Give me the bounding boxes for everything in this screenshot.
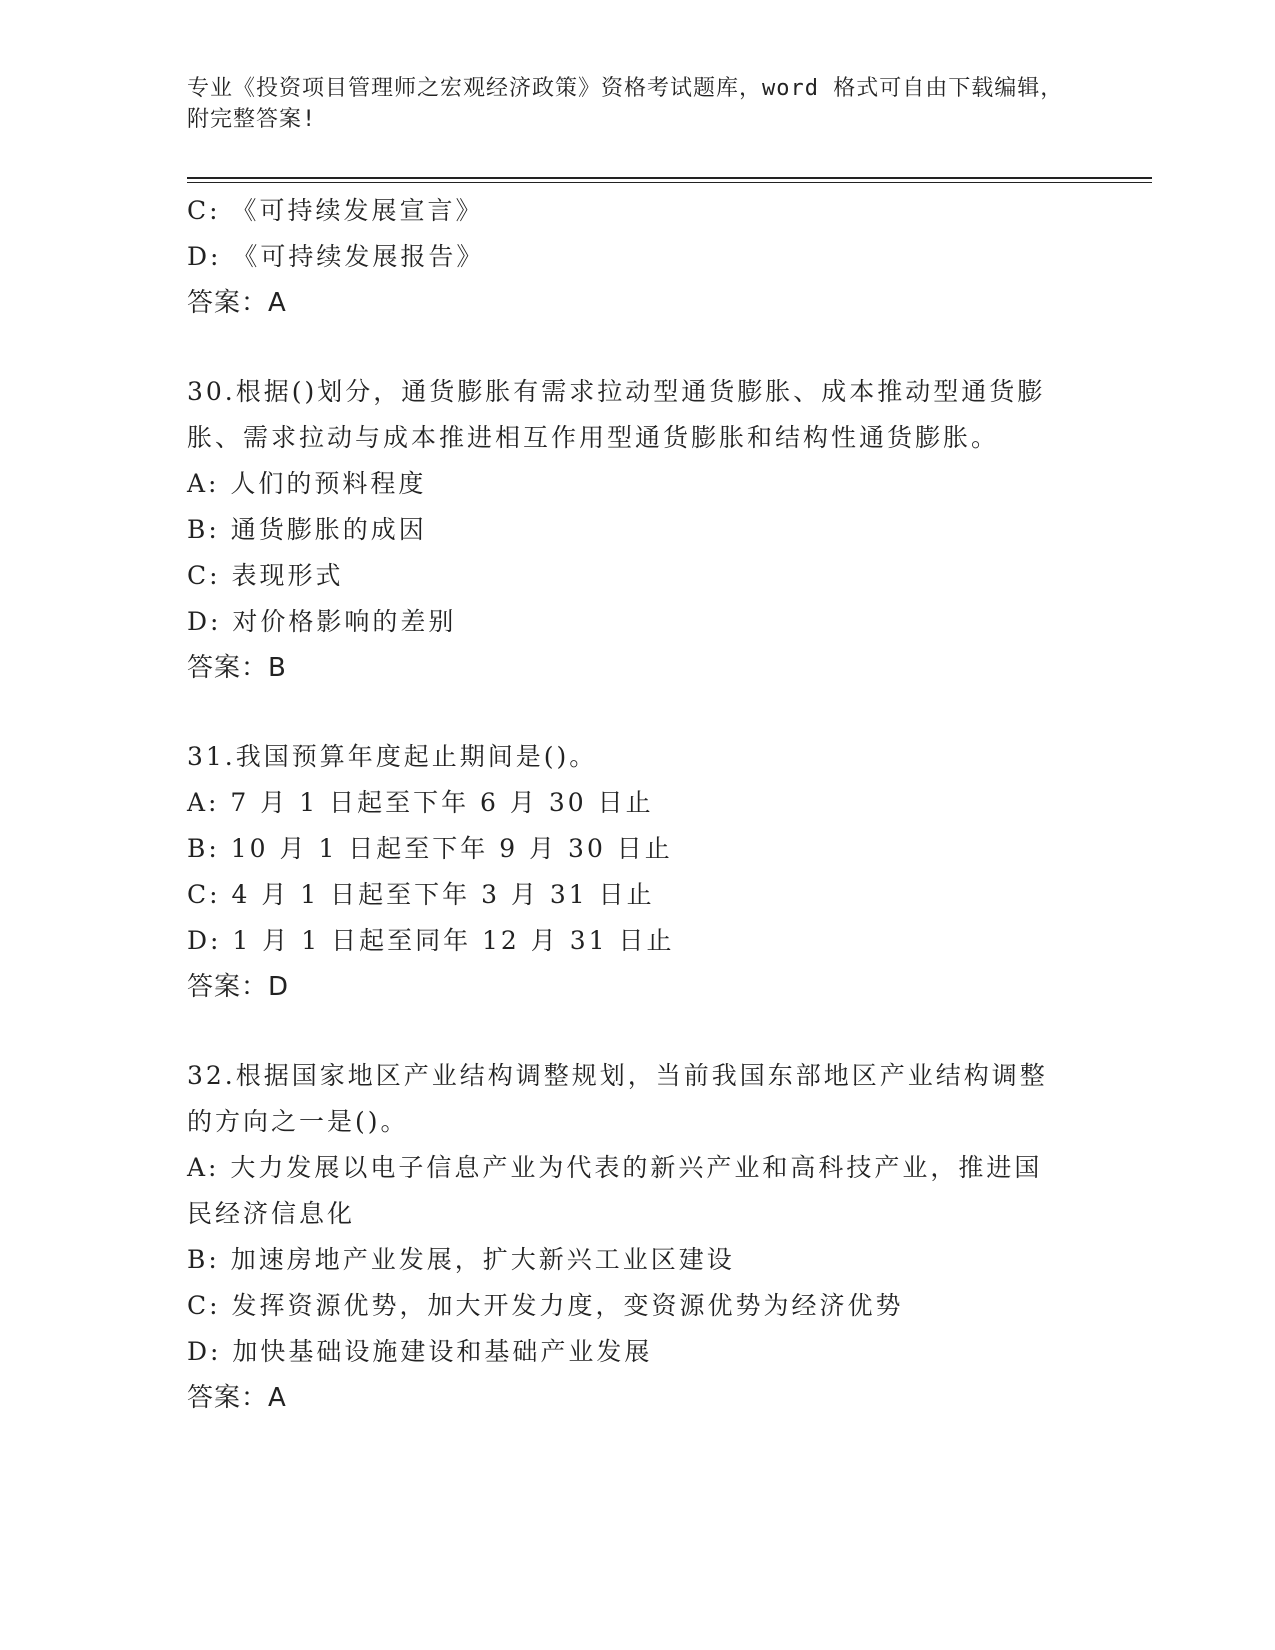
option-a: A: 大力发展以电子信息产业为代表的新兴产业和高科技产业，推进国 — [187, 1153, 1043, 1182]
option-d: D: 加快基础设施建设和基础产业发展 — [187, 1337, 653, 1366]
question-stem: 31.我国预算年度起止期间是()。 — [187, 742, 598, 771]
question-stem: 胀、需求拉动与成本推进相互作用型通货膨胀和结构性通货膨胀。 — [187, 423, 1000, 452]
option-a-continued: 民经济信息化 — [187, 1199, 356, 1228]
document-header: 专业《投资项目管理师之宏观经济政策》资格考试题库，word 格式可自由下载编辑，附完整答案! — [187, 76, 1064, 132]
question-30 — [187, 369, 1087, 691]
option-c: C: 4 月 1 日起至下年 3 月 31 日止 — [187, 880, 655, 909]
option-d: D: 对价格影响的差别 — [187, 607, 457, 636]
option-c: C: 发挥资源优势，加大开发力度，变资源优势为经济优势 — [187, 1291, 904, 1320]
answer-line: 答案：A — [187, 288, 287, 318]
option-b: B: 10 月 1 日起至下年 9 月 30 日止 — [187, 834, 673, 863]
option-d: D: 1 月 1 日起至同年 12 月 31 日止 — [187, 926, 675, 955]
question-32 — [187, 1053, 1087, 1421]
spacer — [187, 326, 1087, 369]
option-a: A: 7 月 1 日起至下年 6 月 30 日止 — [187, 788, 654, 817]
spacer — [187, 691, 1087, 734]
question-stem: 30.根据()划分，通货膨胀有需求拉动型通货膨胀、成本推动型通货膨 — [187, 377, 1046, 406]
option-c: C: 《可持续发展宣言》 — [187, 196, 484, 225]
header-divider-thick — [187, 177, 1152, 179]
option-b: B: 通货膨胀的成因 — [187, 515, 427, 544]
question-stem: 的方向之一是()。 — [187, 1107, 409, 1136]
answer-line: 答案：D — [187, 972, 290, 1002]
question-stem: 32.根据国家地区产业结构调整规划，当前我国东部地区产业结构调整 — [187, 1061, 1048, 1090]
answer-line: 答案：B — [187, 653, 287, 683]
option-b: B: 加速房地产业发展，扩大新兴工业区建设 — [187, 1245, 735, 1274]
answer-line: 答案：A — [187, 1383, 287, 1413]
option-c: C: 表现形式 — [187, 561, 344, 590]
header-divider-thin — [187, 182, 1152, 183]
option-a: A: 人们的预料程度 — [187, 469, 427, 498]
question-31 — [187, 734, 1087, 1010]
question-list — [187, 188, 1087, 1421]
option-d: D: 《可持续发展报告》 — [187, 242, 485, 271]
spacer — [187, 1010, 1087, 1053]
